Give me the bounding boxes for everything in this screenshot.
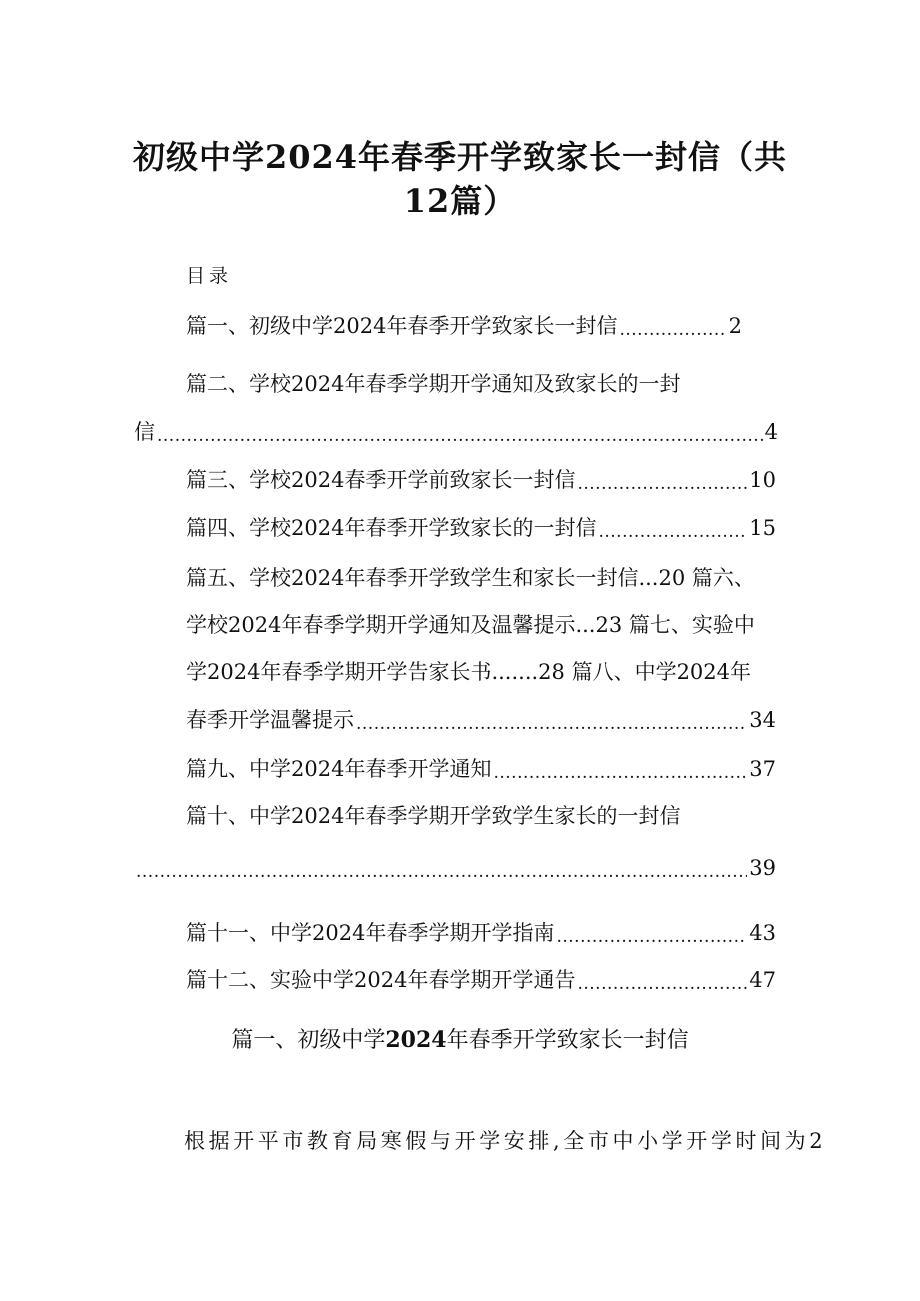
toc-leader-dots — [136, 860, 747, 882]
toc-entry-4-text: 篇四、学校2024年春季开学致家长的一封信 — [186, 516, 597, 540]
document-title-line-2: 12篇） — [403, 182, 517, 220]
toc-entry-8-text-line-2: 春季开学温馨提示 — [186, 708, 354, 732]
toc-entry-2-text-line-2: 信 — [134, 420, 155, 444]
toc-entry-11-page: 43 — [749, 921, 776, 945]
toc-entry-1[interactable] — [186, 312, 742, 340]
toc-leader-dots — [556, 925, 747, 947]
toc-entry-1-text: 篇一、初级中学2024年春季开学致家长一封信 — [186, 314, 618, 338]
toc-entry-9-text: 篇九、中学2024年春季开学通知 — [186, 757, 492, 781]
toc-entry-12[interactable] — [186, 966, 776, 994]
toc-entry-8-page: 34 — [749, 708, 776, 732]
toc-paragraph-line-1: 篇五、学校2024年春季开学致学生和家长一封信...20 篇六、 — [186, 566, 755, 590]
document-title-line-1: 初级中学2024年春季开学致家长一封信（共 — [132, 138, 788, 176]
toc-entry-1-page: 2 — [728, 314, 742, 338]
section-heading-year: 2024 — [385, 1027, 447, 1053]
section-heading-suffix: 年春季开学致家长一封信 — [446, 1028, 689, 1053]
toc-leader-dots — [577, 972, 747, 994]
section-heading-prefix: 篇一、初级中学 — [231, 1028, 386, 1053]
toc-leader-dots — [577, 472, 747, 494]
toc-entry-10-leader[interactable] — [134, 854, 776, 882]
toc-entry-2-text-line-1[interactable]: 篇二、学校2024年春季学期开学通知及致家长的一封 — [186, 372, 681, 396]
toc-entry-3-text: 篇三、学校2024春季开学前致家长一封信 — [186, 468, 576, 492]
toc-entry-11-text: 篇十一、中学2024年春季学期开学指南 — [186, 921, 555, 945]
toc-entry-12-text: 篇十二、实验中学2024年春学期开学通告 — [186, 968, 576, 992]
toc-paragraph-line-3: 学2024年春季学期开学告家长书.......28 篇八、中学2024年 — [186, 660, 752, 684]
toc-paragraph-line-2: 学校2024年春季学期开学通知及温馨提示...23 篇七、实验中 — [186, 613, 755, 637]
toc-entry-2-page: 4 — [764, 420, 778, 444]
toc-entry-2[interactable] — [134, 418, 778, 446]
toc-heading: 目录 — [186, 265, 233, 287]
toc-entry-12-page: 47 — [749, 968, 776, 992]
toc-leader-dots — [157, 424, 763, 446]
section-heading — [100, 1023, 820, 1054]
toc-entry-4-page: 15 — [749, 516, 776, 540]
toc-entry-8[interactable] — [186, 706, 776, 734]
toc-leader-dots — [493, 761, 747, 783]
toc-entry-9-page: 37 — [749, 757, 776, 781]
toc-entry-9[interactable] — [186, 755, 776, 783]
toc-entry-10-text[interactable]: 篇十、中学2024年春季学期开学致学生家长的一封信 — [186, 804, 681, 828]
toc-leader-dots — [598, 520, 747, 542]
toc-entry-3[interactable] — [186, 466, 776, 494]
toc-entry-10-page: 39 — [749, 856, 776, 880]
toc-leader-dots — [619, 318, 726, 340]
toc-entry-3-page: 10 — [749, 468, 776, 492]
body-paragraph-first-line: 根据开平市教育局寒假与开学安排,全市中小学开学时间为2 — [184, 1129, 827, 1153]
toc-entry-11[interactable] — [186, 919, 776, 947]
toc-entry-4[interactable] — [186, 514, 776, 542]
toc-leader-dots — [356, 712, 747, 734]
